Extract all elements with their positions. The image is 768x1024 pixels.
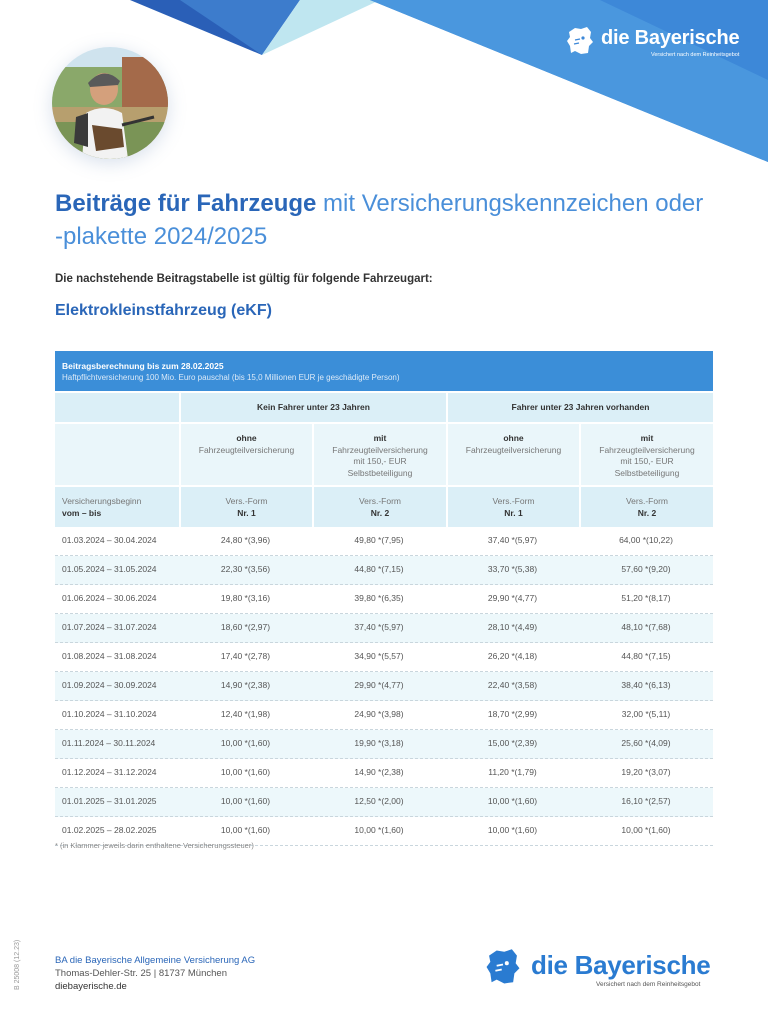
premium-cell: 37,40 *(5,97) bbox=[487, 535, 538, 545]
premium-cell: 18,70 *(2,99) bbox=[487, 709, 538, 719]
page-title-strong: Beiträge für Fahrzeuge bbox=[55, 190, 317, 217]
header-cell-text: Nr. 1 bbox=[237, 507, 256, 518]
vehicle-type-heading: Elektrokleinstfahrzeug (eKF) bbox=[55, 302, 272, 319]
premium-cell: 22,30 *(3,56) bbox=[220, 564, 271, 574]
premium-cell: 39,80 *(6,35) bbox=[354, 593, 404, 603]
header-cell-text: Versicherungsbeginn bbox=[62, 496, 142, 506]
company-address: Thomas-Dehler-Str. 25 | 81737 München bbox=[55, 968, 227, 979]
premium-cell: 12,50 *(2,00) bbox=[354, 796, 404, 806]
intro-text: Die nachstehende Beitragstabelle ist gültig für folgende Fahrzeugart: bbox=[55, 273, 433, 285]
premium-cell: 10,00 *(1,60) bbox=[220, 767, 271, 777]
premium-cell: 16,10 *(2,57) bbox=[621, 796, 671, 806]
sub-ohne-2 bbox=[446, 424, 579, 485]
table-row bbox=[55, 614, 713, 643]
premium-cell: 29,90 *(4,77) bbox=[354, 680, 404, 690]
table-group-row bbox=[55, 393, 713, 422]
premium-cell: 10,00 *(1,60) bbox=[220, 825, 271, 835]
premium-cell: 17,40 *(2,78) bbox=[220, 651, 271, 661]
premium-cell: 33,70 *(5,38) bbox=[487, 564, 538, 574]
header-cell-text: Vers.-Form bbox=[358, 496, 402, 506]
brand-name-top: die Bayerische bbox=[601, 27, 740, 49]
table-header-title: Beitragsberechnung bis zum 28.02.2025 bbox=[62, 361, 224, 371]
premium-cell: 10,00 *(1,60) bbox=[220, 738, 271, 748]
sub-mit-1 bbox=[312, 424, 446, 485]
header-cell-text: Fahrzeugteilversicherung bbox=[332, 444, 428, 455]
premium-cell: 10,00 *(1,60) bbox=[487, 825, 538, 835]
table-row bbox=[55, 788, 713, 817]
premium-cell: 25,60 *(4,09) bbox=[621, 738, 671, 748]
brand-logo-top bbox=[565, 26, 755, 62]
period-cell: 01.12.2024 – 31.12.2024 bbox=[62, 767, 157, 777]
header-cell-text: Fahrzeugteilversicherung bbox=[198, 444, 295, 455]
premium-cell: 19,20 *(3,07) bbox=[621, 767, 671, 777]
premium-cell: 44,80 *(7,15) bbox=[354, 564, 404, 574]
header-cell-text: Nr. 2 bbox=[637, 507, 657, 518]
form-col-1 bbox=[179, 487, 312, 527]
header-cell-text: Vers.-Form bbox=[492, 496, 535, 506]
page-title bbox=[55, 187, 715, 253]
company-info bbox=[55, 954, 255, 993]
premium-cell: 18,60 *(2,97) bbox=[220, 622, 271, 632]
table-row bbox=[55, 643, 713, 672]
premium-cell: 48,10 *(7,68) bbox=[621, 622, 671, 632]
sub-ohne-1 bbox=[179, 424, 312, 485]
group-no-young-driver: Kein Fahrer unter 23 Jahren bbox=[179, 393, 446, 422]
header-cell-text: vom – bis bbox=[62, 507, 102, 518]
table-row bbox=[55, 585, 713, 614]
lion-logo-icon bbox=[565, 26, 595, 56]
period-cell: 01.09.2024 – 30.09.2024 bbox=[62, 680, 157, 690]
header-cell-text: ohne bbox=[503, 433, 524, 443]
table-body bbox=[55, 527, 713, 846]
premium-cell: 24,80 *(3,96) bbox=[220, 535, 271, 545]
company-website-link[interactable]: diebayerische.de bbox=[55, 981, 127, 992]
page-title-rest: mit Versicherungskennzeichen oder -plakette 2024/2025 bbox=[55, 190, 704, 250]
period-cell: 01.02.2025 – 28.02.2025 bbox=[62, 825, 157, 835]
period-cell: 01.08.2024 – 31.08.2024 bbox=[62, 651, 157, 661]
header-cell-text: Nr. 1 bbox=[504, 507, 523, 518]
footnote: * (in Klammer jeweils darin enthaltene Versicherungssteuer) bbox=[55, 841, 254, 850]
table-header bbox=[55, 351, 713, 391]
premium-table bbox=[55, 351, 713, 846]
table-row bbox=[55, 701, 713, 730]
brand-name-bottom: die Bayerische bbox=[531, 950, 711, 980]
table-header-subtitle: Haftpflichtversicherung 100 Mio. Euro pauschal (bis 15,0 Millionen EUR je geschädigte Person) bbox=[62, 373, 400, 382]
premium-cell: 14,90 *(2,38) bbox=[220, 680, 271, 690]
period-cell: 01.07.2024 – 31.07.2024 bbox=[62, 622, 157, 632]
cyclist-photo-image bbox=[52, 47, 168, 159]
header-cell-text: mit bbox=[373, 433, 387, 443]
premium-cell: 15,00 *(2,39) bbox=[487, 738, 538, 748]
brand-tagline-top: Versichert nach dem Reinheitsgebot bbox=[651, 52, 740, 58]
premium-cell: 34,90 *(5,57) bbox=[354, 651, 404, 661]
header-cell-text: Nr. 2 bbox=[370, 507, 390, 518]
premium-cell: 19,90 *(3,18) bbox=[354, 738, 404, 748]
form-col-2 bbox=[312, 487, 446, 527]
lion-logo-icon bbox=[484, 948, 522, 986]
form-col-4 bbox=[579, 487, 713, 527]
table-row bbox=[55, 730, 713, 759]
premium-cell: 10,00 *(1,60) bbox=[220, 796, 271, 806]
header-cell-text: Vers.-Form bbox=[225, 496, 268, 506]
table-row bbox=[55, 527, 713, 556]
group-young-driver: Fahrer unter 23 Jahren vorhanden bbox=[446, 393, 713, 422]
period-cell: 01.11.2024 – 30.11.2024 bbox=[62, 738, 156, 748]
header-cell-text: mit bbox=[640, 433, 654, 443]
document-code: B 25008 (12.23) bbox=[14, 939, 21, 990]
header-cell-text: Fahrzeugteilversicherung bbox=[599, 444, 695, 455]
header-cell-text: mit 150,- EUR bbox=[353, 456, 407, 466]
premium-cell: 44,80 *(7,15) bbox=[621, 651, 671, 661]
header-cell-text: Selbstbeteiligung bbox=[614, 467, 680, 478]
premium-cell: 29,90 *(4,77) bbox=[487, 593, 538, 603]
premium-cell: 32,00 *(5,11) bbox=[621, 709, 671, 719]
premium-cell: 28,10 *(4,49) bbox=[487, 622, 538, 632]
company-name: BA die Bayerische Allgemeine Versicherung AG bbox=[55, 955, 256, 966]
table-row bbox=[55, 672, 713, 701]
premium-cell: 12,40 *(1,98) bbox=[220, 709, 271, 719]
table-row bbox=[55, 556, 713, 585]
sub-empty-cell bbox=[55, 424, 179, 485]
premium-cell: 38,40 *(6,13) bbox=[621, 680, 671, 690]
header-cell-text: ohne bbox=[236, 433, 257, 443]
header-cell-text: mit 150,- EUR bbox=[620, 456, 674, 466]
premium-cell: 57,60 *(9,20) bbox=[621, 564, 671, 574]
period-cell: 01.06.2024 – 30.06.2024 bbox=[62, 593, 157, 603]
form-col-3 bbox=[446, 487, 579, 527]
premium-cell: 51,20 *(8,17) bbox=[621, 593, 671, 603]
table-subheader-row bbox=[55, 424, 713, 485]
premium-cell: 10,00 *(1,60) bbox=[354, 825, 404, 835]
group-empty-cell bbox=[55, 393, 179, 422]
period-cell: 01.01.2025 – 31.01.2025 bbox=[62, 796, 157, 806]
premium-cell: 49,80 *(7,95) bbox=[354, 535, 404, 545]
form-period-header bbox=[55, 487, 179, 527]
premium-cell: 24,90 *(3,98) bbox=[354, 709, 404, 719]
sub-mit-2 bbox=[579, 424, 713, 485]
table-row bbox=[55, 759, 713, 788]
cyclist-photo bbox=[52, 47, 168, 159]
period-cell: 01.03.2024 – 30.04.2024 bbox=[62, 535, 157, 545]
premium-cell: 64,00 *(10,22) bbox=[619, 535, 673, 545]
premium-cell: 14,90 *(2,38) bbox=[354, 767, 404, 777]
header-cell-text: Vers.-Form bbox=[625, 496, 669, 506]
premium-cell: 11,20 *(1,79) bbox=[488, 767, 537, 777]
period-cell: 01.05.2024 – 31.05.2024 bbox=[62, 564, 157, 574]
premium-cell: 22,40 *(3,58) bbox=[487, 680, 538, 690]
premium-cell: 10,00 *(1,60) bbox=[487, 796, 538, 806]
brand-tagline-bottom: Versichert nach dem Reinheitsgebot bbox=[596, 981, 701, 988]
table-form-row bbox=[55, 487, 713, 527]
brand-logo-bottom bbox=[484, 946, 724, 996]
header-cell-text: Selbstbeteiligung bbox=[347, 467, 413, 478]
header-cell-text: Fahrzeugteilversicherung bbox=[465, 444, 562, 455]
period-cell: 01.10.2024 – 31.10.2024 bbox=[62, 709, 157, 719]
premium-cell: 26,20 *(4,18) bbox=[487, 651, 538, 661]
premium-cell: 37,40 *(5,97) bbox=[354, 622, 404, 632]
premium-cell: 19,80 *(3,16) bbox=[220, 593, 271, 603]
premium-cell: 10,00 *(1,60) bbox=[621, 825, 671, 835]
